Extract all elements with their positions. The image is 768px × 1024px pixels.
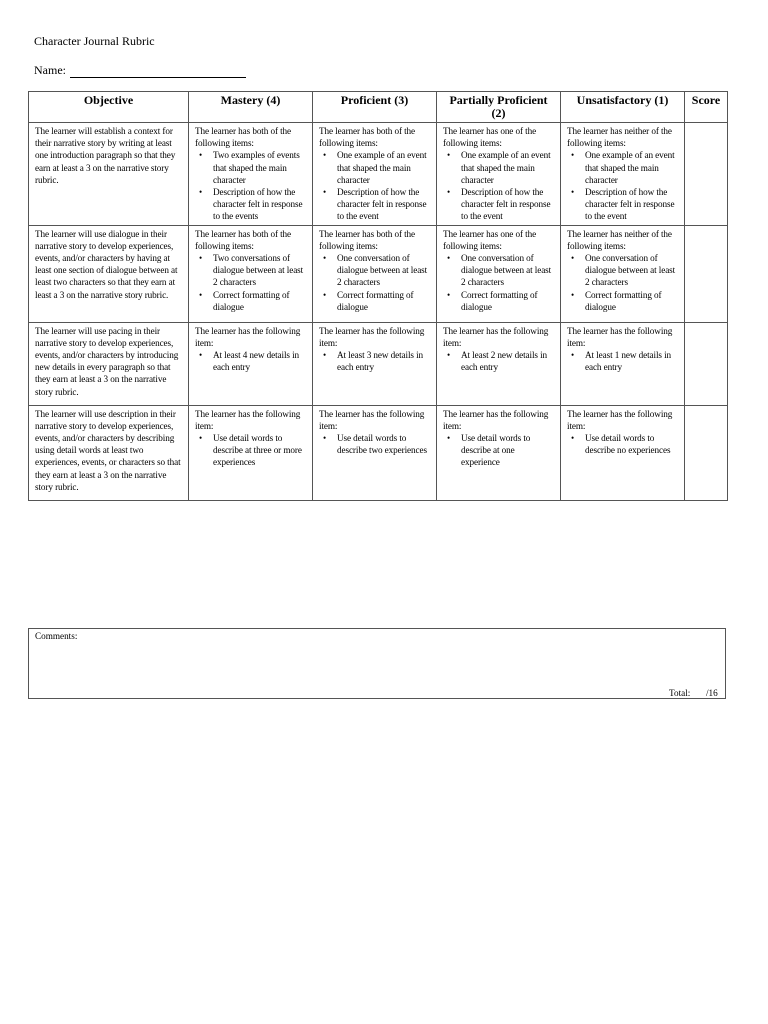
rubric-row-dialogue <box>29 225 728 322</box>
name-blank-line <box>70 65 246 78</box>
criteria-lead: The learner has one of the following items: <box>443 228 537 251</box>
criteria-lead: The learner has one of the following items: <box>443 126 537 149</box>
criteria-item: • Description of how the character felt in response to the event <box>585 186 678 223</box>
rubric-table <box>28 91 728 501</box>
criteria-lead: The learner has the following item: <box>443 325 549 348</box>
criteria-item: • Correct formatting of dialogue <box>585 289 678 313</box>
criteria-item: • At least 3 new details in each entry <box>337 349 430 373</box>
objective-cell: The learner will use pacing in their narrative story to develop experiences, events, and/or characters by introducing new details in every paragraph so that they earn at least a 3 on the narrative story rubric. <box>29 322 189 405</box>
score-cell[interactable] <box>685 123 728 226</box>
criteria-lead: The learner has the following item: <box>443 408 549 431</box>
proficient-cell <box>313 225 437 322</box>
mastery-cell <box>189 322 313 405</box>
criteria-item: • Two conversations of dialogue between at least 2 characters <box>213 252 306 289</box>
criteria-item: • At least 2 new details in each entry <box>461 349 554 373</box>
criteria-item: • Description of how the character felt in response to the event <box>337 186 430 223</box>
criteria-lead: The learner has the following item: <box>319 408 425 431</box>
criteria-item: • One conversation of dialogue between at least 2 characters <box>461 252 554 289</box>
criteria-list <box>319 252 430 313</box>
comments-label: Comments: <box>35 631 78 641</box>
criteria-list <box>195 432 306 469</box>
criteria-item: • Use detail words to describe at one experience <box>461 432 554 469</box>
unsatisfactory-cell <box>561 225 685 322</box>
criteria-lead: The learner has neither of the following items: <box>567 228 672 251</box>
name-field-row <box>34 63 246 78</box>
criteria-item: • Correct formatting of dialogue <box>461 289 554 313</box>
partially-proficient-cell <box>437 405 561 500</box>
proficient-cell <box>313 322 437 405</box>
criteria-lead: The learner has the following item: <box>195 408 301 431</box>
criteria-item: • One example of an event that shaped the main character <box>585 149 678 186</box>
objective-cell: The learner will use dialogue in their narrative story to develop experiences, events, and/or characters by having at least one section of dialogue between at least two characters so that they earn at least a 3 on the narrative story rubric. <box>29 225 189 322</box>
rubric-row-pacing <box>29 322 728 405</box>
header-score: Score <box>685 92 728 123</box>
header-unsatisfactory: Unsatisfactory (1) <box>561 92 685 123</box>
criteria-list <box>319 349 430 373</box>
criteria-list <box>443 149 554 222</box>
criteria-list <box>443 349 554 373</box>
objective-cell: The learner will establish a context for their narrative story by writing at least one introduction paragraph so that they earn at least a 3 on the narrative story rubric. <box>29 123 189 226</box>
rubric-row-description <box>29 405 728 500</box>
criteria-lead: The learner has the following item: <box>195 325 301 348</box>
criteria-item: • Description of how the character felt in response to the event <box>461 186 554 223</box>
comments-box[interactable] <box>28 628 726 699</box>
mastery-cell <box>189 405 313 500</box>
criteria-list <box>319 432 430 456</box>
proficient-cell <box>313 405 437 500</box>
criteria-list <box>195 252 306 313</box>
criteria-list <box>443 432 554 469</box>
criteria-item: • At least 1 new details in each entry <box>585 349 678 373</box>
rubric-header-row <box>29 92 728 123</box>
criteria-lead: The learner has both of the following items: <box>195 228 292 251</box>
score-cell[interactable] <box>685 225 728 322</box>
criteria-item: • At least 4 new details in each entry <box>213 349 306 373</box>
criteria-lead: The learner has the following item: <box>319 325 425 348</box>
criteria-item: • Correct formatting of dialogue <box>213 289 306 313</box>
criteria-list <box>567 149 678 222</box>
criteria-item: • Correct formatting of dialogue <box>337 289 430 313</box>
criteria-lead: The learner has the following item: <box>567 325 673 348</box>
criteria-list <box>567 252 678 313</box>
total-label: Total: <box>669 688 691 698</box>
unsatisfactory-cell <box>561 322 685 405</box>
criteria-lead: The learner has the following item: <box>567 408 673 431</box>
criteria-item: • One conversation of dialogue between at least 2 characters <box>337 252 430 289</box>
unsatisfactory-cell <box>561 405 685 500</box>
proficient-cell <box>313 123 437 226</box>
document-title: Character Journal Rubric <box>34 34 155 48</box>
header-objective: Objective <box>29 92 189 123</box>
partially-proficient-cell <box>437 322 561 405</box>
score-cell[interactable] <box>685 322 728 405</box>
score-cell[interactable] <box>685 405 728 500</box>
rubric-row-context <box>29 123 728 226</box>
criteria-list <box>195 149 306 222</box>
header-proficient: Proficient (3) <box>313 92 437 123</box>
criteria-list <box>443 252 554 313</box>
total-out-of: /16 <box>706 688 718 698</box>
criteria-item: • Use detail words to describe no experiences <box>585 432 678 456</box>
criteria-item: • Use detail words to describe at three or more experiences <box>213 432 306 469</box>
criteria-list <box>567 349 678 373</box>
criteria-item: • Use detail words to describe two experiences <box>337 432 430 456</box>
criteria-lead: The learner has both of the following items: <box>319 228 416 251</box>
criteria-list <box>319 149 430 222</box>
partially-proficient-cell <box>437 123 561 226</box>
header-partially-proficient: Partially Proficient (2) <box>437 92 561 123</box>
criteria-item: • One conversation of dialogue between at least 2 characters <box>585 252 678 289</box>
header-mastery: Mastery (4) <box>189 92 313 123</box>
criteria-item: • One example of an event that shaped the main character <box>337 149 430 186</box>
criteria-lead: The learner has both of the following items: <box>319 126 416 149</box>
criteria-item: • Description of how the character felt in response to the events <box>213 186 306 223</box>
criteria-item: • Two examples of events that shaped the main character <box>213 149 306 186</box>
partially-proficient-cell <box>437 225 561 322</box>
mastery-cell <box>189 225 313 322</box>
criteria-list <box>567 432 678 456</box>
criteria-item: • One example of an event that shaped the main character <box>461 149 554 186</box>
criteria-lead: The learner has neither of the following items: <box>567 126 672 149</box>
objective-cell: The learner will use description in their narrative story to develop experiences, events, and/or characters by describing using detail words at least two experiences, events, or characters so that they earn at least a 3 on the narrative story rubric. <box>29 405 189 500</box>
unsatisfactory-cell <box>561 123 685 226</box>
mastery-cell <box>189 123 313 226</box>
name-label: Name: <box>34 63 66 77</box>
criteria-lead: The learner has both of the following items: <box>195 126 292 149</box>
criteria-list <box>195 349 306 373</box>
